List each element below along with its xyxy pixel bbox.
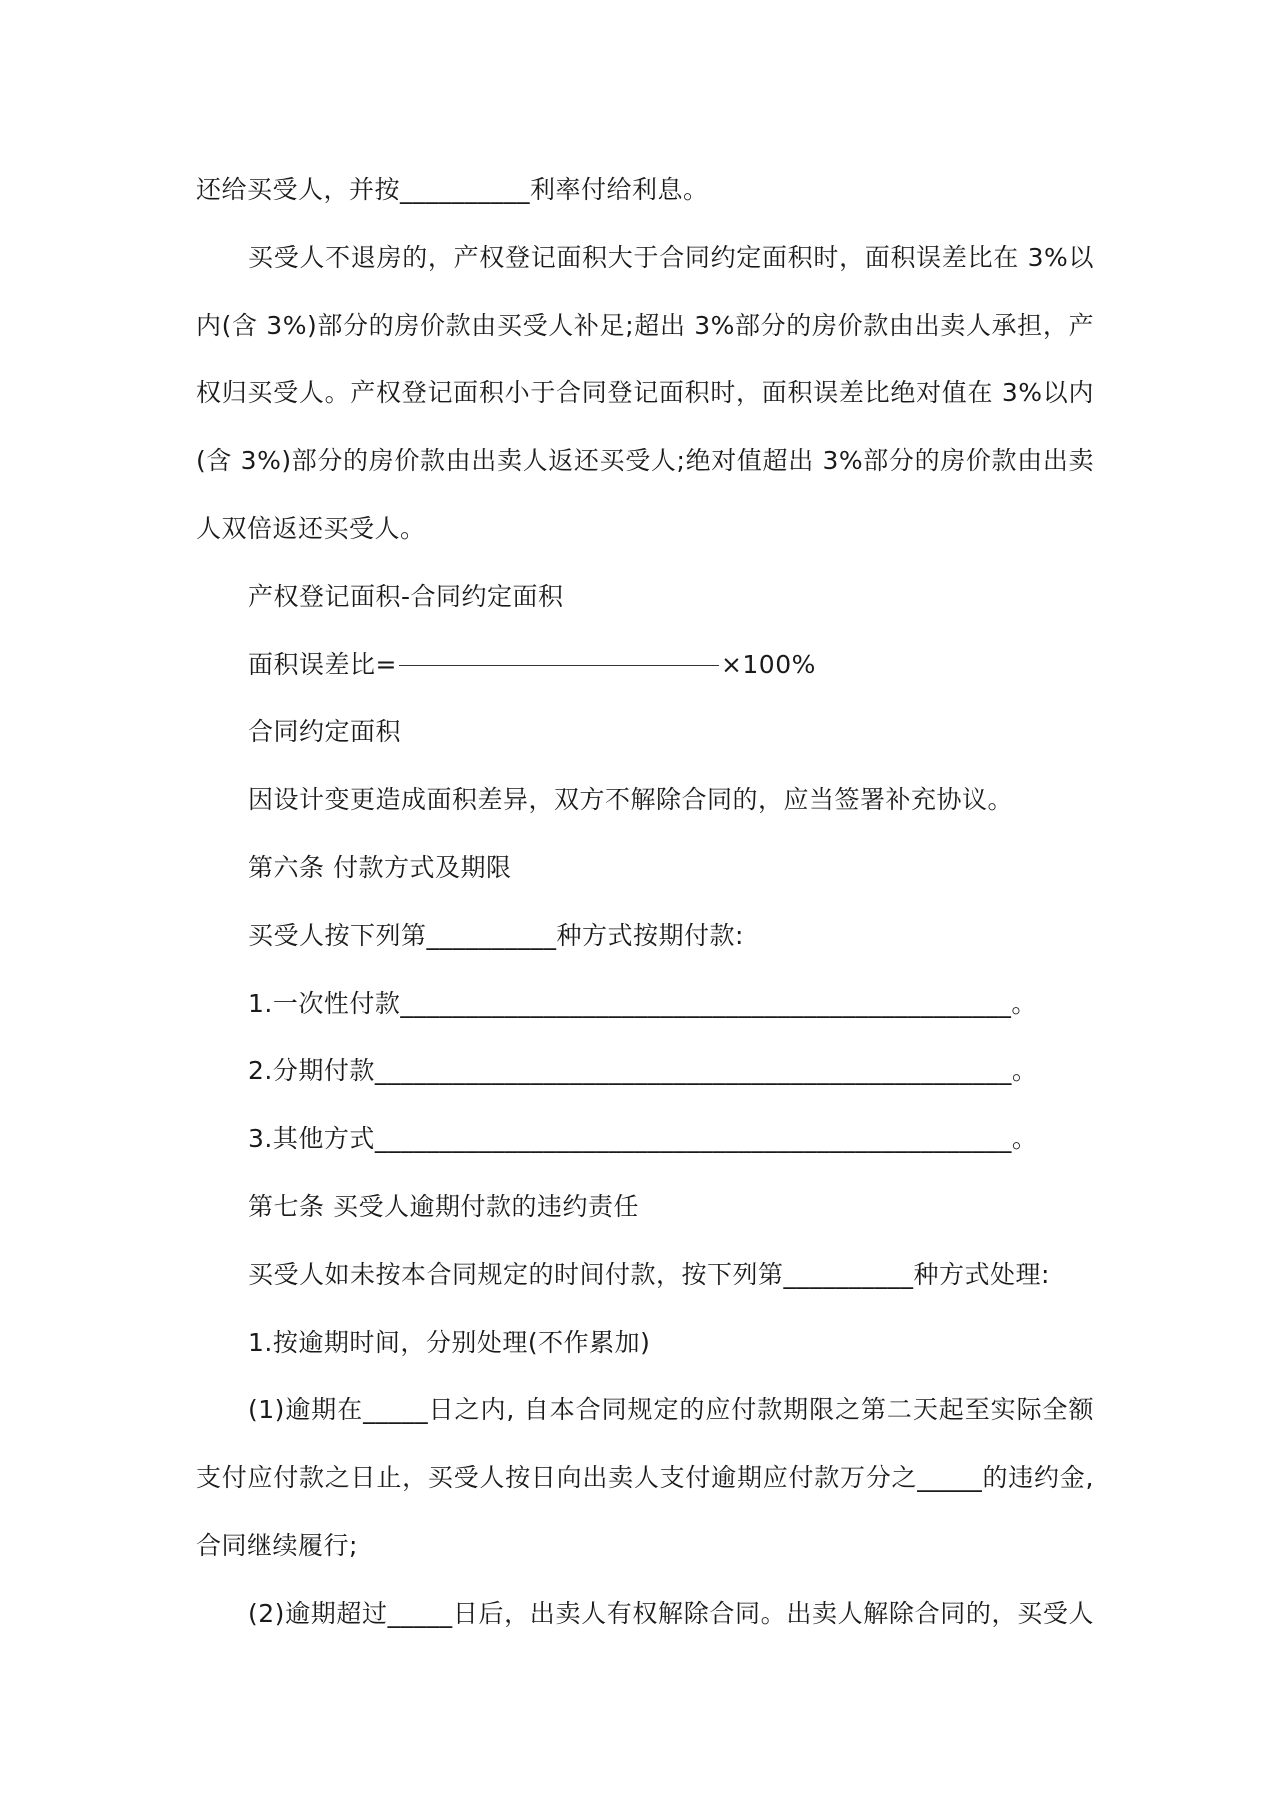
paragraph-line: 买受人如未按本合同规定的时间付款，按下列第__________种方式处理: — [248, 1259, 1050, 1289]
formula-line — [196, 631, 1094, 699]
paragraph-line: (2)逾期超过_____日后，出卖人有权解除合同。出卖人解除合同的，买受人 — [248, 1598, 1094, 1628]
paragraph-line: 内(含 3%)部分的房价款由买受人补足;超出 3%部分的房价款由出卖人承担，产 — [196, 310, 1094, 340]
list-item: 1.一次性付款_______________________________________________。 — [248, 988, 1037, 1018]
list-item: 1.按逾期时间，分别处理(不作累加) — [248, 1327, 651, 1357]
list-item: 2.分期付款_________________________________________________。 — [248, 1056, 1038, 1086]
formula-suffix: ×100% — [720, 649, 816, 679]
paragraph-line: 因设计变更造成面积差异，双方不解除合同的，应当签署补充协议。 — [248, 785, 1014, 815]
document-page — [196, 156, 1094, 1648]
paragraph-line: 买受人不退房的，产权登记面积大于合同约定面积时，面积误差比在 3%以 — [248, 242, 1094, 272]
paragraph-line: 还给买受人，并按__________利率付给利息。 — [196, 175, 709, 204]
formula-label: 面积误差比= — [248, 649, 397, 679]
paragraph-line: (1)逾期在_____日之内, 自本合同规定的应付款期限之第二天起至实际全额 — [248, 1395, 1094, 1425]
article-heading: 第六条 付款方式及期限 — [248, 852, 512, 882]
paragraph-line: 权归买受人。产权登记面积小于合同登记面积时，面积误差比绝对值在 3%以内 — [196, 378, 1094, 408]
fraction-rule — [399, 665, 719, 666]
paragraph-line: 人双倍返还买受人。 — [196, 513, 426, 543]
list-item: 3.其他方式_________________________________________________。 — [248, 1124, 1038, 1154]
paragraph-line: 支付应付款之日止，买受人按日向出卖人支付逾期应付款万分之_____的违约金, — [196, 1463, 1094, 1493]
paragraph-line: 买受人按下列第__________种方式按期付款: — [248, 920, 744, 950]
formula-numerator: 产权登记面积-合同约定面积 — [248, 581, 564, 611]
formula-denominator: 合同约定面积 — [248, 717, 402, 747]
paragraph-line: (含 3%)部分的房价款由出卖人返还买受人;绝对值超出 3%部分的房价款由出卖 — [196, 446, 1094, 476]
article-heading: 第七条 买受人逾期付款的违约责任 — [248, 1191, 639, 1221]
paragraph-line: 合同继续履行; — [196, 1530, 358, 1560]
